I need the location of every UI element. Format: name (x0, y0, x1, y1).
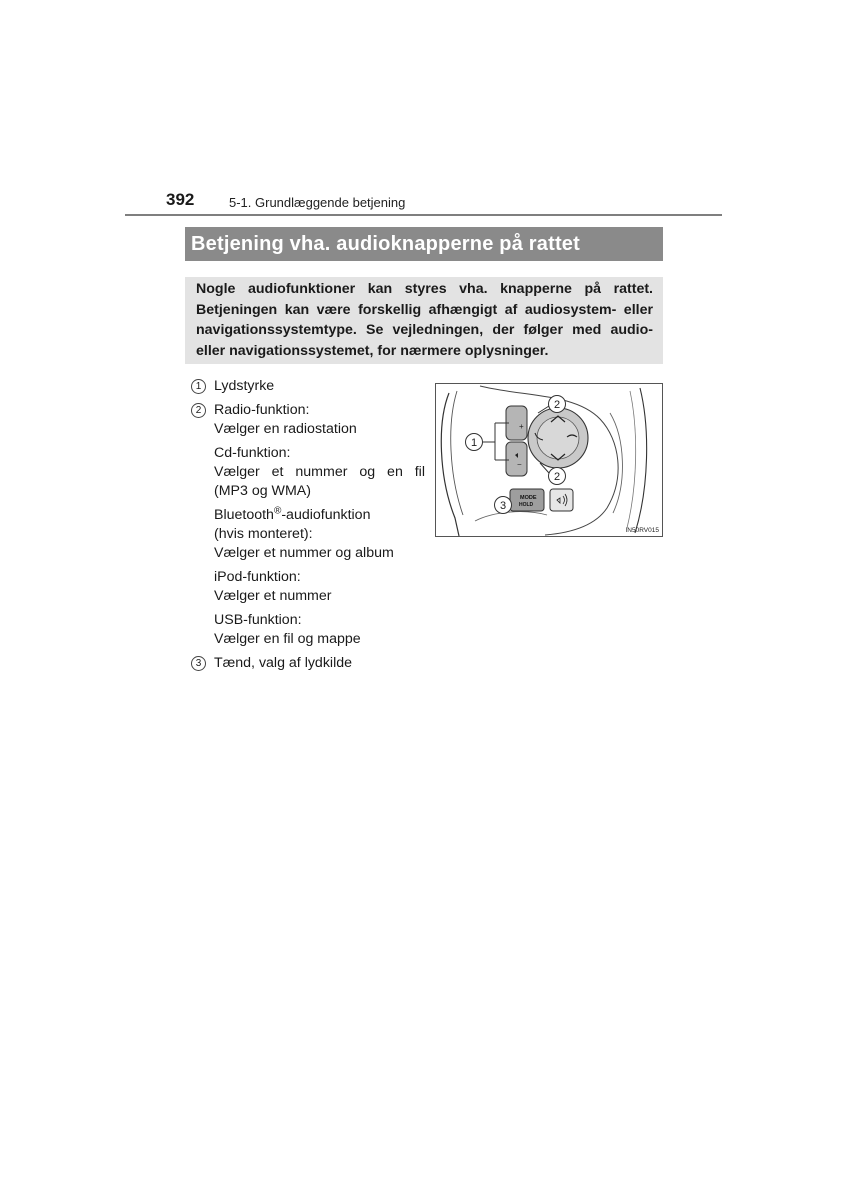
intro-line: Nogle audiofunktioner kan styres vha. knapperne på rattet. (196, 281, 653, 297)
intro-box (185, 277, 663, 364)
intro-line: navigationssystemtype. Se vejledningen, der følger med audio- (196, 322, 653, 339)
page-number: 392 (166, 190, 195, 209)
mode-label: MODE (520, 495, 537, 501)
item-number: 2 (191, 403, 206, 418)
item-label: Lydstyrke (214, 378, 275, 394)
item-number: 1 (191, 379, 206, 394)
item-line: (MP3 og WMA) (214, 483, 311, 499)
item-line: Vælger et nummer og album (214, 545, 394, 561)
volume-down-button[interactable] (506, 442, 527, 476)
bluetooth-suffix: -audiofunktion (281, 507, 371, 523)
directional-pad-center (537, 417, 579, 459)
item-number: 3 (191, 656, 206, 671)
item-line: Vælger en fil og mappe (214, 631, 361, 647)
hold-label: HOLD (519, 502, 534, 508)
item-line: Vælger en radiostation (214, 421, 357, 437)
callout-2-bottom: 2 (553, 471, 561, 483)
bluetooth-text: Bluetooth (214, 507, 274, 523)
steering-switch-figure (435, 383, 663, 537)
list-item-function (191, 401, 425, 647)
figure-code: IN50RV015 (625, 527, 659, 534)
item-line: Cd-funktion: (214, 445, 291, 461)
plus-label: + (519, 422, 524, 431)
minus-label: − (517, 460, 522, 469)
item-line-bluetooth (214, 506, 370, 525)
callout-1: 1 (470, 437, 478, 449)
item-line: Vælger et nummer og en fil (214, 464, 425, 480)
voice-button[interactable] (550, 489, 573, 511)
intro-line: Betjeningen kan være forskellig afhængigt af audiosystem- eller (196, 301, 653, 318)
callout-2-top: 2 (553, 399, 561, 411)
registered-mark: ® (273, 505, 282, 517)
item-label: Tænd, valg af lydkilde (214, 655, 353, 671)
intro-line: eller navigationssystemet, for nærmere oplysninger. (196, 342, 549, 359)
item-label: Radio-funktion: (214, 402, 310, 418)
section-title: Betjening vha. audioknapperne på rattet (185, 227, 663, 261)
item-line: USB-funktion: (214, 612, 302, 628)
item-line: iPod-funktion: (214, 569, 301, 585)
volume-up-button[interactable] (506, 406, 527, 440)
callout-3: 3 (499, 500, 507, 512)
item-line: Vælger et nummer (214, 588, 332, 604)
header-divider (125, 214, 722, 216)
section-label: 5-1. Grundlæggende betjening (229, 195, 406, 210)
item-line: (hvis monteret): (214, 526, 313, 542)
